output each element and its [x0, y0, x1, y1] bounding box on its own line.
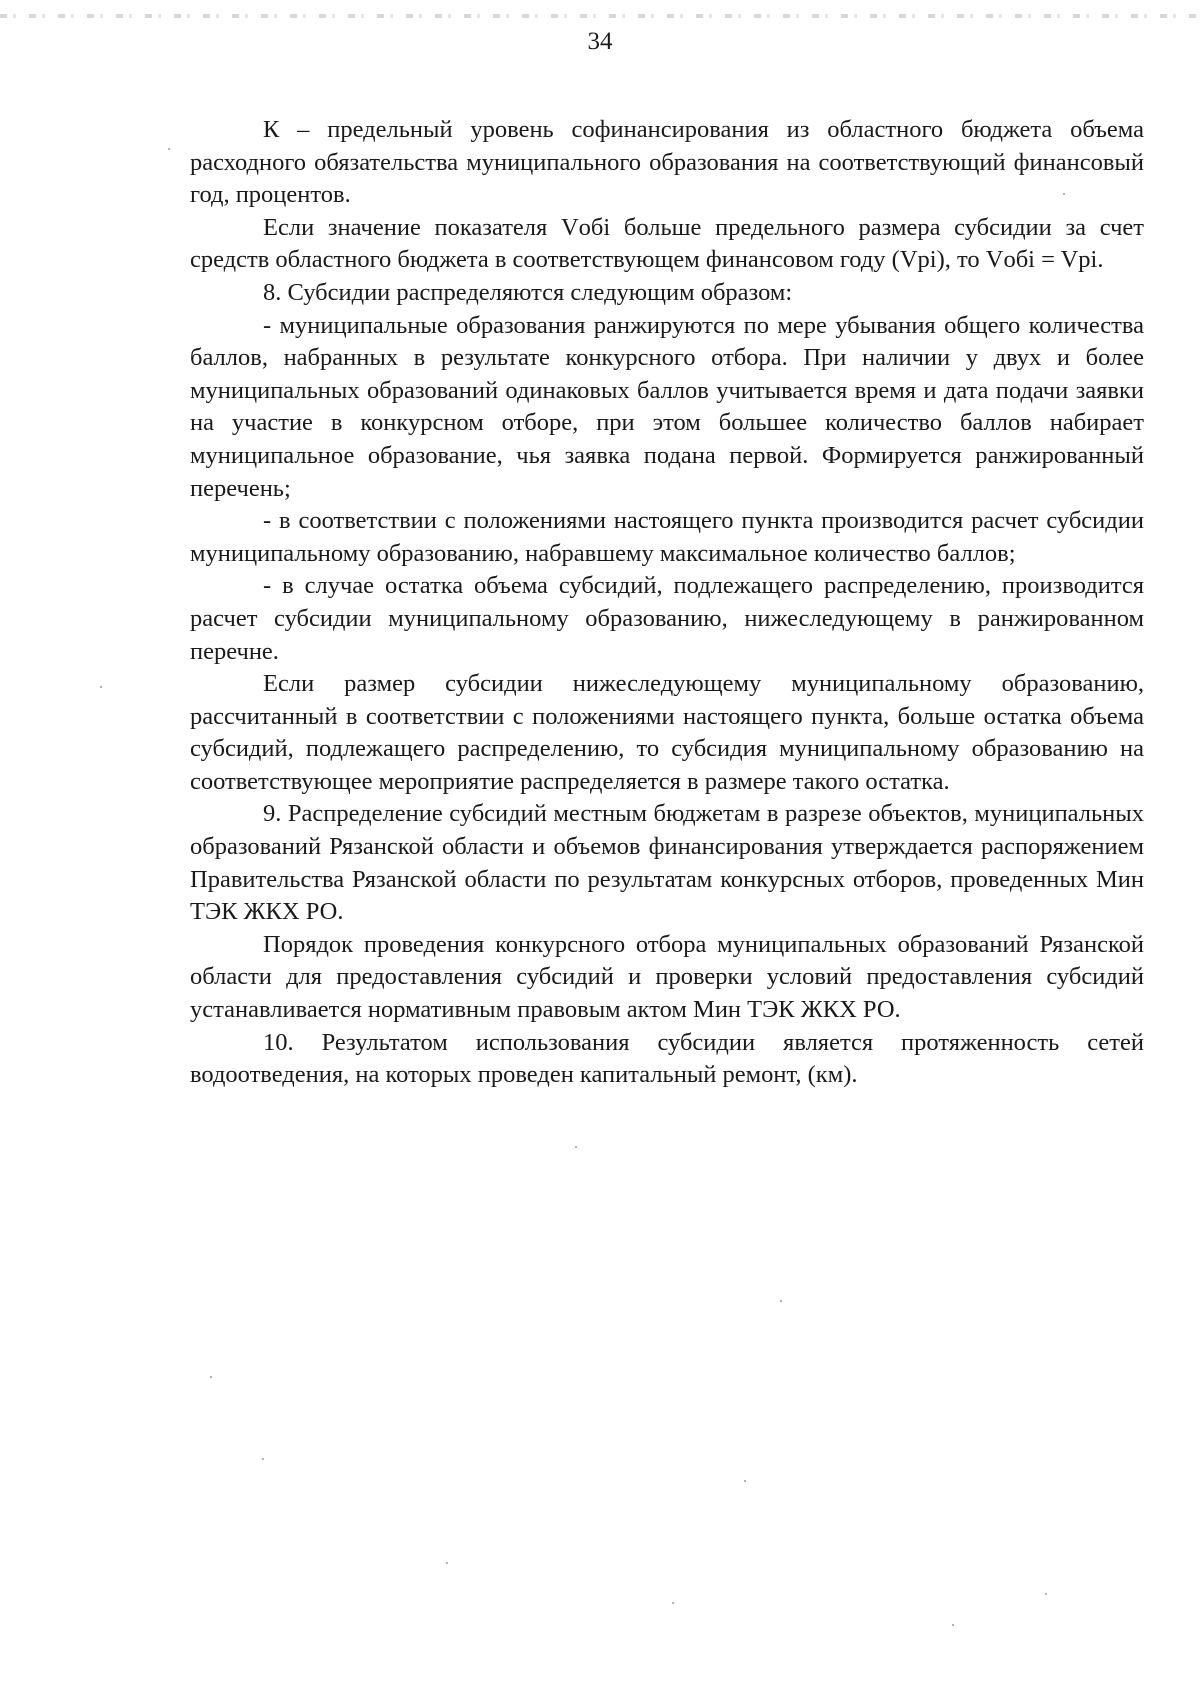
paragraph-vobi-condition: Если значение показателя Vобi больше предельного размера субсидии за счет средств областного бюджета в соответствующем финансовом году (Vpi), то Vобi = Vpi. — [190, 213, 1144, 274]
scan-edge-artifact — [0, 14, 1200, 18]
scan-speck — [952, 1624, 954, 1626]
scan-speck — [262, 1458, 264, 1460]
scan-speck — [210, 1376, 212, 1378]
scan-speck — [780, 1300, 782, 1302]
paragraph-ranking-rule: - муниципальные образования ранжируются по мере убывания общего количества баллов, набранных в результате конкурсного отбора. При наличии у двух и более муниципальных образований одинаковых баллов учитывается время и дата подачи заявки на участие в конкурсном отборе, при этом большее количество баллов набирает муниципальное образование, чья заявка подана первой. Формируется ранжированный перечень; — [190, 311, 1144, 502]
scan-speck — [100, 686, 102, 688]
scan-speck — [575, 1146, 577, 1148]
scan-speck — [446, 1562, 448, 1564]
paragraph-item-10-result: 10. Результатом использования субсидии является протяженность сетей водоотведения, на которых проведен капитальный ремонт, (км). — [190, 1028, 1144, 1089]
paragraph-selection-procedure: Порядок проведения конкурсного отбора муниципальных образований Рязанской области для предоставления субсидий и проверки условий предоставления субсидий устанавливается нормативным правовым актом Мин ТЭК ЖКХ РО. — [190, 930, 1144, 1024]
paragraph-item-8-heading: 8. Субсидии распределяются следующим образом: — [263, 278, 793, 306]
paragraph-remainder-limit: Если размер субсидии нижеследующему муниципальному образованию, рассчитанный в соответствии с положениями настоящего пункта, больше остатка объема субсидий, подлежащего распределению, то субсидия муниципальному образованию на соответствующее мероприятие распределяется в размере такого остатка. — [190, 670, 1144, 795]
scan-speck — [744, 1480, 746, 1482]
paragraph-remainder-calc: - в случае остатка объема субсидий, подлежащего распределению, производится расчет субсидии муниципальному образованию, нижеследующему в ранжированном перечне. — [190, 572, 1144, 665]
document-body — [190, 114, 1144, 1092]
scan-speck — [168, 148, 170, 150]
scan-speck — [1063, 193, 1065, 195]
paragraph-item-9-distribution: 9. Распределение субсидий местным бюджетам в разрезе объектов, муниципальных образований Рязанской области и объемов финансирования утверждается распоряжением Правительства Рязанской области по результатам конкурсных отборов, проведенных Мин ТЭК ЖКХ РО. — [190, 800, 1144, 926]
scan-speck — [672, 1602, 674, 1604]
paragraph-k-definition: К – предельный уровень софинансирования из областного бюджета объема расходного обязательства муниципального образования на соответствующий финансовый год, процентов. — [190, 116, 1144, 209]
paragraph-max-score-calc: - в соответствии с положениями настоящего пункта производится расчет субсидии муниципальному образованию, набравшему максимальное количество баллов; — [190, 507, 1144, 567]
scan-speck — [1045, 1593, 1047, 1595]
page-number: 34 — [587, 28, 613, 55]
